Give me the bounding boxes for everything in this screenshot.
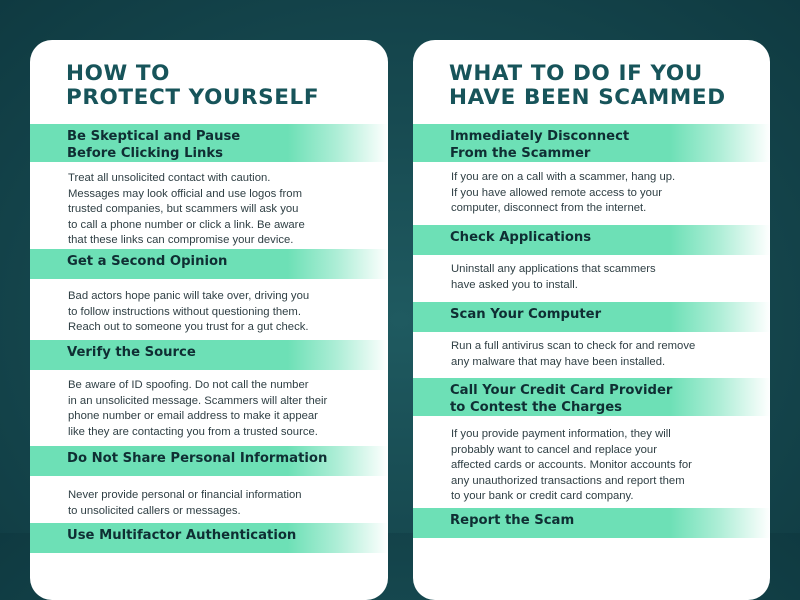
section-heading (67, 527, 296, 544)
body-line: to your bank or credit card company. (451, 490, 634, 503)
section-body (68, 488, 302, 519)
card-title-line: HOW TO (66, 61, 171, 86)
tip-section (30, 446, 388, 521)
body-line: If you are on a call with a scammer, hang up. (451, 171, 676, 183)
section-heading-line: From the Scammer (450, 146, 591, 161)
body-line: Run a full antivirus scan to check for and remove (451, 340, 696, 352)
body-line: to call a phone number or click a link. Be aware (68, 218, 305, 231)
step-section (413, 124, 770, 224)
section-heading-band (413, 508, 770, 538)
section-body (451, 262, 656, 293)
body-line: have asked you to install. (451, 278, 578, 291)
card-title (66, 62, 319, 110)
section-heading-band (30, 249, 388, 279)
section-heading-band (413, 378, 770, 416)
body-line: Never provide personal or financial information (68, 489, 302, 501)
section-heading (67, 450, 327, 467)
section-heading-line: Do Not Share Personal Information (67, 451, 328, 466)
step-section (413, 378, 770, 506)
section-body (68, 171, 305, 249)
body-line: any unauthorized transactions and report them (451, 474, 685, 487)
section-heading-line: to Contest the Charges (450, 400, 623, 415)
section-heading-band (30, 340, 388, 370)
section-heading (67, 344, 196, 361)
section-heading (67, 253, 227, 270)
section-body (451, 339, 695, 370)
section-heading-band (30, 446, 388, 476)
section-heading-line: Report the Scam (450, 513, 575, 528)
section-heading-line: Call Your Credit Card Provider (450, 383, 673, 398)
section-heading-line: Use Multifactor Authentication (67, 528, 297, 543)
how-to-protect-card (30, 40, 388, 600)
section-heading-line: Check Applications (450, 230, 592, 245)
body-line: Reach out to someone you trust for a gut check. (68, 321, 309, 334)
section-heading-line: Immediately Disconnect (450, 129, 630, 144)
section-heading (450, 229, 591, 246)
section-heading (67, 128, 240, 162)
body-line: Uninstall any applications that scammers (451, 263, 656, 275)
section-heading-band (30, 124, 388, 162)
body-line: probably want to cancel and replace your (451, 443, 657, 456)
section-heading-line: Scan Your Computer (450, 307, 602, 322)
section-body (451, 427, 692, 505)
card-title-line: PROTECT YOURSELF (66, 85, 320, 110)
step-section (413, 302, 770, 377)
section-body (68, 378, 327, 440)
section-heading-band (413, 225, 770, 255)
section-body (68, 289, 309, 336)
section-heading (450, 512, 574, 529)
step-section (413, 225, 770, 300)
body-line: If you have allowed remote access to your (451, 186, 662, 199)
section-heading-line: Verify the Source (67, 345, 196, 360)
section-heading (450, 128, 629, 162)
section-heading-band (30, 523, 388, 553)
body-line: like they are contacting you from a trusted source. (68, 425, 318, 438)
card-title-line: HAVE BEEN SCAMMED (449, 85, 726, 110)
section-heading-band (413, 302, 770, 332)
tip-section (30, 523, 388, 553)
body-line: Be aware of ID spoofing. Do not call the number (68, 379, 309, 391)
body-line: that these links can compromise your device. (68, 234, 294, 247)
section-heading-band (413, 124, 770, 162)
body-line: phone number or email address to make it appear (68, 410, 318, 423)
body-line: any malware that may have been installed. (451, 355, 666, 368)
tip-section (30, 340, 388, 445)
section-body (451, 170, 675, 217)
step-section (413, 508, 770, 538)
body-line: Bad actors hope panic will take over, driving you (68, 290, 310, 302)
body-line: to unsolicited callers or messages. (68, 504, 241, 517)
body-line: in an unsolicited message. Scammers will alter their (68, 394, 328, 407)
section-heading (450, 306, 601, 323)
section-heading-line: Be Skeptical and Pause (67, 129, 241, 144)
body-line: Treat all unsolicited contact with caution. (68, 172, 271, 184)
what-to-do-if-scammed-card (413, 40, 770, 600)
section-heading (450, 382, 672, 416)
body-line: computer, disconnect from the internet. (451, 202, 647, 215)
body-line: Messages may look official and use logos from (68, 187, 303, 200)
section-heading-line: Before Clicking Links (67, 146, 224, 161)
section-heading-line: Get a Second Opinion (67, 254, 228, 269)
body-line: affected cards or accounts. Monitor accounts for (451, 459, 692, 472)
body-line: trusted companies, but scammers will ask you (68, 203, 299, 216)
body-line: to follow instructions without questioning them. (68, 305, 301, 318)
card-title-line: WHAT TO DO IF YOU (449, 61, 703, 86)
card-title (449, 62, 726, 110)
tip-section (30, 124, 388, 247)
body-line: If you provide payment information, they will (451, 428, 671, 440)
tip-section (30, 249, 388, 339)
